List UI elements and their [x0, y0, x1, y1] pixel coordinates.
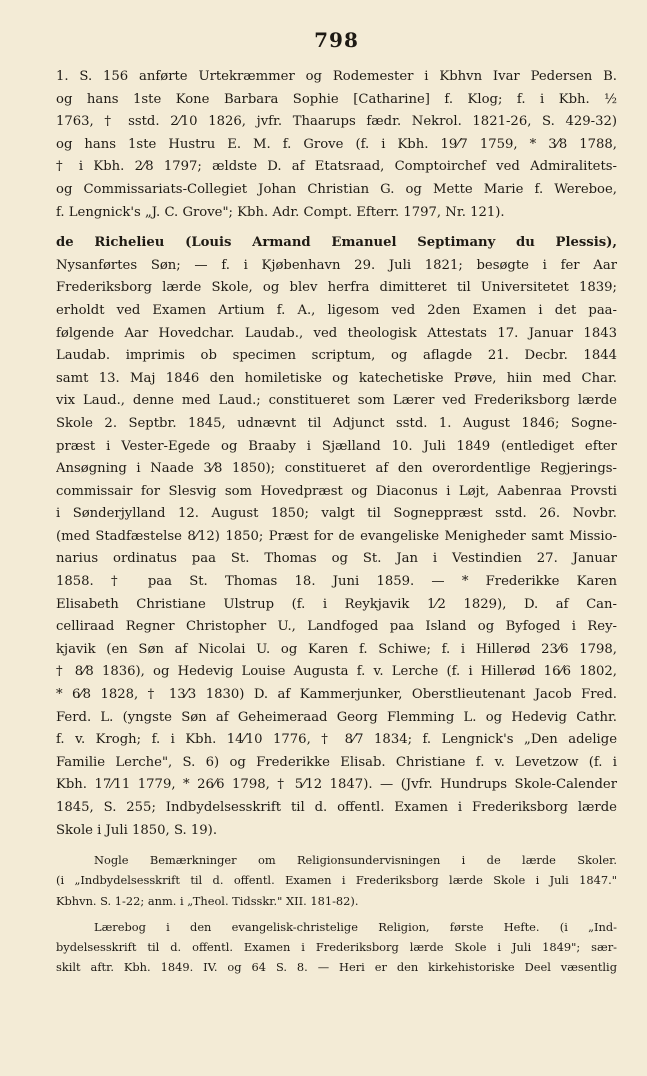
entry-line: 1858. † paa St. Thomas 18. Juni 1859. — * Frederikke Karen	[56, 574, 617, 590]
entry-line: commissair for Slesvig som Hovedpræst og Diaconus i Løjt, Aabenraa Provsti	[56, 483, 617, 499]
page-number: 798	[314, 28, 359, 52]
entry-line: Laudab. imprimis ob specimen scriptum, og aflagde 21. Decbr. 1844	[56, 348, 617, 364]
entry-richelieu	[56, 232, 617, 842]
entry-line: (med Stadfæstelse 8⁄12) 1850; Præst for de evangeliske Menigheder samt Missio-	[56, 528, 617, 544]
entry-line: vix Laud., denne med Laud.; constitueret som Lærer ved Frederiksborg lærde	[56, 393, 617, 409]
entry-line: f. Lengnick's „J. C. Grove"; Kbh. Adr. Compt. Efterr. 1797, Nr. 121).	[56, 204, 505, 220]
entry-line: Kbh. 17⁄11 1779, * 26⁄6 1798, † 5⁄12 1847). — (Jvfr. Hundrups Skole-Calender	[56, 777, 617, 793]
entry-line: * 6⁄8 1828, † 13⁄3 1830) D. af Kammerjunker, Oberstlieutenant Jacob Fred.	[56, 687, 617, 703]
entry-line: Skole i Juli 1850, S. 19).	[56, 822, 218, 838]
bibliography-line: Lærebog i den evangelisk-christelige Religion, første Hefte. (i „Ind-	[94, 919, 617, 934]
entry-line: narius ordinatus paa St. Thomas og St. Jan i Vestindien 27. Januar	[56, 551, 617, 567]
entry-line: Elisabeth Christiane Ulstrup (f. i Reykjavik 1⁄2 1829), D. af Can-	[56, 596, 617, 612]
entry-line: f. v. Krogh; f. i Kbh. 14⁄10 1776, † 8⁄7 1834; f. Lengnick's „Den adelige	[56, 732, 617, 748]
entry-pedersen	[56, 66, 617, 224]
bibliography-item	[56, 917, 617, 978]
entry-line: kjavik (en Søn af Nicolai U. og Karen f. Schiwe; f. i Hillerød 23⁄6 1798,	[56, 641, 617, 657]
bibliography-line: (i „Indbydelsesskrift til d. offentl. Examen i Frederiksborg lærde Skole i Juli 1847."	[56, 873, 617, 888]
entry-line: samt 13. Maj 1846 den homiletiske og katechetiske Prøve, hiin med Char.	[56, 370, 617, 386]
entry-line: Skole 2. Septbr. 1845, udnævnt til Adjunct sstd. 1. August 1846; Sogne-	[56, 415, 617, 431]
entry-line: 1. S. 156 anførte Urtekræmmer og Rodemester i Kbhvn Ivar Pedersen B.	[56, 69, 617, 84]
entry-line: † i Kbh. 2⁄8 1797; ældste D. af Etatsraad, Comptoirchef ved Admiralitets-	[56, 159, 617, 175]
entry-line: præst i Vester-Egede og Braaby i Sjælland 10. Juli 1849 (entlediget efter	[56, 438, 617, 454]
entry-line: og hans 1ste Hustru E. M. f. Grove (f. i Kbh. 19⁄7 1759, * 3⁄8 1788,	[56, 136, 617, 152]
entry-line: i Sønderjylland 12. August 1850; valgt til Sogneppræst sstd. 26. Novbr.	[56, 506, 617, 522]
bibliography-line: skilt aftr. Kbh. 1849. IV. og 64 S. 8. — Heri er den kirkehistoriske Deel væsentlig	[56, 960, 617, 975]
entry-line: Ansøgning i Naade 3⁄8 1850); constitueret af den overordentlige Regjerings-	[56, 461, 617, 477]
bibliography-line: Nogle Bemærkninger om Religionsundervisningen i de lærde Skoler.	[94, 853, 617, 868]
entry-line: † 8⁄8 1836), og Hedevig Louise Augusta f. v. Lerche (f. i Hillerød 16⁄6 1802,	[56, 664, 617, 680]
entry-line: 1845, S. 255; Indbydelsesskrift til d. offentl. Examen i Frederiksborg lærde	[56, 800, 617, 815]
entry-line: Frederiksborg lærde Skole, og blev herfra dimitteret til Universitetet 1839;	[56, 280, 617, 296]
entry-line: og hans 1ste Kone Barbara Sophie [Catharine] f. Klog; f. i Kbh. ½	[56, 91, 617, 107]
entry-line: celliraad Regner Christopher U., Landfoged paa Island og Byfoged i Rey-	[56, 619, 617, 635]
entry-line: 1763, † sstd. 2⁄10 1826, jvfr. Thaarups fædr. Nekrol. 1821-26, S. 429-32)	[56, 114, 617, 130]
bibliography-line: bydelsesskrift til d. offentl. Examen i Frederiksborg lærde Skole i Juli 1849"; sær-	[56, 940, 617, 954]
entry-line: følgende Aar Hovedchar. Laudab., ved theologisk Attestats 17. Januar 1843	[56, 325, 617, 341]
bibliography-line: Kbhvn. S. 1-22; anm. i „Theol. Tidsskr." XII. 181-82).	[56, 893, 359, 908]
entry-line: Nysanførtes Søn; — f. i Kjøbenhavn 29. Juli 1821; besøgte i fer Aar	[56, 257, 617, 273]
bibliography-item	[56, 850, 617, 911]
entry-line: og Commissariats-Collegiet Johan Christian G. og Mette Marie f. Wereboe,	[56, 181, 617, 197]
entry-heading: de Richelieu (Louis Armand Emanuel Septimany du Plessis),	[56, 235, 617, 251]
entry-line: erholdt ved Examen Artium f. A., ligesom ved 2den Examen i det paa-	[56, 302, 617, 318]
entry-line: Familie Lerche", S. 6) og Frederikke Elisab. Christiane f. v. Levetzow (f. i	[56, 754, 617, 770]
entry-line: Ferd. L. (yngste Søn af Geheimeraad Georg Flemming L. og Hedevig Cathr.	[56, 709, 617, 725]
